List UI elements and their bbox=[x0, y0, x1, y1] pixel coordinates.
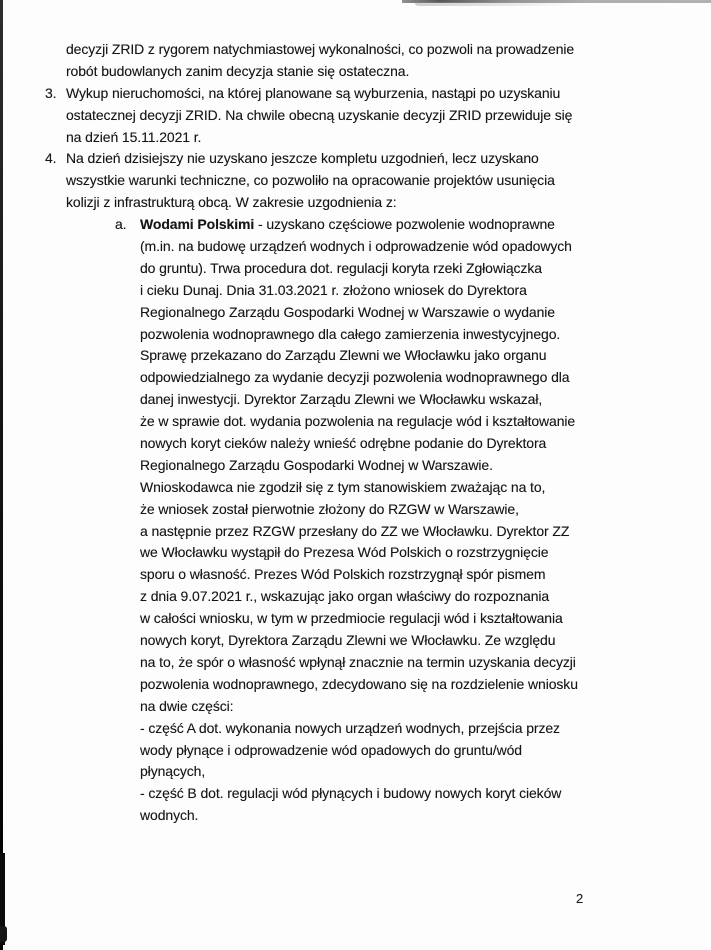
text-line: Wnioskodawca nie zgodził się z tym stanowiskiem zważając na to, bbox=[140, 478, 546, 495]
text-line: - uzyskano częściowe pozwolenie wodnoprawne bbox=[254, 216, 555, 233]
text-line: kolizji z infrastrukturą obcą. W zakresie uzgodnienia z: bbox=[66, 194, 397, 211]
text-line: wodnych. bbox=[140, 807, 199, 824]
top-edge-scan-streak-fade bbox=[415, 2, 575, 6]
text-line: - część A dot. wykonania nowych urządzeń wodnych, przejścia przez bbox=[140, 719, 560, 736]
bold-lead-text: Wodami Polskimi bbox=[140, 216, 255, 233]
text-line: z dnia 9.07.2021 r., wskazując jako organ właściwy do rozpoznania bbox=[140, 588, 550, 605]
text-line: że wniosek został pierwotnie złożony do RZGW w Warszawie, bbox=[140, 500, 519, 517]
text-line: nowych koryt cieków należy wnieść odrębne podanie do Dyrektora bbox=[140, 435, 547, 452]
text-line: Regionalnego Zarządu Gospodarki Wodnej w Warszawie. bbox=[140, 456, 493, 473]
text-line: do gruntu). Trwa procedura dot. regulacji koryta rzeki Zgłowiączka bbox=[140, 259, 542, 276]
text-line: nowych koryt, Dyrektora Zarządu Zlewni we Włocławku. Ze względu bbox=[140, 632, 556, 649]
text-line: Regionalnego Zarządu Gospodarki Wodnej w Warszawie o wydanie bbox=[140, 303, 555, 320]
text-line: Wykup nieruchomości, na której planowane są wyburzenia, nastąpi po uzyskaniu bbox=[66, 84, 561, 101]
text-line: - część B dot. regulacji wód płynących i budowy nowych koryt cieków bbox=[140, 785, 562, 802]
page-number: 2 bbox=[576, 891, 584, 906]
text-line: że w sprawie dot. wydania pozwolenia na regulacje wód i kształtowanie bbox=[140, 413, 576, 430]
text-line: na dwie części: bbox=[140, 697, 234, 714]
text-line: we Włocławku wystąpił do Prezesa Wód Polskich o rozstrzygnięcie bbox=[140, 544, 549, 561]
text-line: pozwolenia wodnoprawnego, zdecydowano się na rozdzielenie wniosku bbox=[140, 675, 578, 692]
document-body bbox=[0, 39, 711, 827]
text-line: w całości wniosku, w tym w przedmiocie regulacji wód i kształtowania bbox=[140, 610, 563, 627]
text-line: robót budowlanych zanim decyzja stanie się ostateczna. bbox=[66, 62, 410, 79]
text-line: sporu o własność. Prezes Wód Polskich rozstrzygnął spór pismem bbox=[140, 566, 546, 583]
list-marker-3: 3. bbox=[45, 84, 57, 101]
list-item-4-first-line bbox=[0, 148, 711, 170]
list-marker-4: 4. bbox=[45, 150, 57, 167]
text-line: ostatecznej decyzji ZRID. Na chwile obecną uzyskanie decyzji ZRID przewiduje się bbox=[66, 106, 573, 123]
list-item-3-first-line bbox=[0, 83, 711, 105]
text-line: pozwolenia wodnoprawnego dla całego zamierzenia inwestycyjnego. bbox=[140, 325, 561, 342]
text-line: odpowiedzialnego za wydanie decyzji pozwolenia wodnoprawnego dla bbox=[140, 369, 570, 386]
text-line: (m.in. na budowę urządzeń wodnych i odprowadzenie wód opadowych bbox=[140, 238, 572, 255]
sub-item-marker-a: a. bbox=[115, 216, 127, 233]
text-line: wody płynące i odprowadzenie wód opadowych do gruntu/wód bbox=[140, 741, 522, 758]
text-line: danej inwestycji. Dyrektor Zarządu Zlewni we Włocławku wskazał, bbox=[140, 391, 543, 408]
text-line: Sprawę przekazano do Zarządu Zlewni we Włocławku jako organu bbox=[140, 347, 547, 364]
text-line: płynących, bbox=[140, 763, 206, 780]
text-line: a następnie przez RZGW przesłany do ZZ we Włocławku. Dyrektor ZZ bbox=[140, 522, 570, 539]
text-line: na to, że spór o własność wpłynął znacznie na termin uzyskania decyzji bbox=[140, 653, 576, 670]
text-line: Na dzień dzisiejszy nie uzyskano jeszcze kompletu uzgodnień, lecz uzyskano bbox=[66, 150, 539, 167]
sub-item-a-first-line bbox=[0, 214, 711, 236]
text-line: wszystkie warunki techniczne, co pozwoliło na opracowanie projektów usunięcia bbox=[66, 172, 555, 189]
text-line: decyzji ZRID z rygorem natychmiastowej wykonalności, co pozwoli na prowadzenie bbox=[66, 41, 575, 57]
text-line: i cieku Dunaj. Dnia 31.03.2021 r. złożono wniosek do Dyrektora bbox=[140, 281, 527, 298]
left-edge-scan-blob-small bbox=[0, 926, 7, 942]
text-line: na dzień 15.11.2021 r. bbox=[66, 128, 202, 145]
